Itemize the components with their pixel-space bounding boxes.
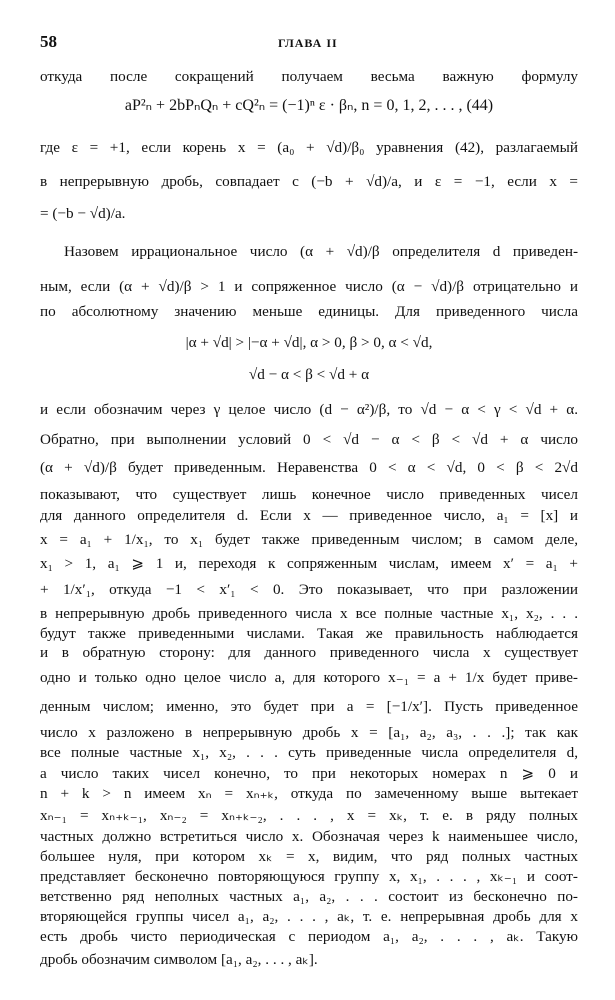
text-line: вторяющейся группы чисел a₁, a₂, . . . , aₖ, т. е. непрерывная дробь для x: [40, 908, 578, 925]
text-line: n + k > n имеем xₙ = xₙ₊ₖ, откуда по замеченному выше вытекает: [40, 785, 578, 802]
text-line: xₙ₋₁ = xₙ₊ₖ₋₁, xₙ₋₂ = xₙ₊ₖ₋₂, . . . , x = xₖ, т. е. в ряду полных: [40, 807, 578, 824]
formula-inequalities: |α + √d| > |−α + √d|, α > 0, β > 0, α < √d,: [185, 334, 433, 351]
text-line: денным числом; именно, это будет при a = [−1/x′]. Пусть приведенное: [40, 698, 578, 715]
text-line: и если обозначим через γ целое число (d − α²)/β, то √d − α < γ < √d + α.: [40, 401, 578, 418]
formula-beta-bounds: √d − α < β < √d + α: [248, 366, 370, 383]
text-line: представляет бесконечно повторяющуюся группу x, x₁, . . . , xₖ₋₁ и соот-: [40, 868, 578, 885]
text-line: откуда после сокращений получаем весьма важную формулу: [40, 68, 578, 85]
text-line: частных должно встретиться число x. Обозначая через k наименьшее число,: [40, 828, 578, 845]
formula-44: aP²ₙ + 2bPₙQₙ + cQ²ₙ = (−1)ⁿ ε · βₙ, n = 0, 1, 2, . . . , (44): [124, 97, 494, 114]
text-line: число x разложено в непрерывную дробь x = [a₁, a₂, a₃, . . .]; так как: [40, 724, 578, 741]
text-line: будут также приведенными числами. Такая же правильность наблюдается: [40, 625, 578, 642]
running-head: ГЛАВА II: [278, 36, 338, 50]
text-line: ным, если (α + √d)/β > 1 и сопряженное число (α − √d)/β отрицательно и: [40, 278, 578, 295]
text-line: есть дробь чисто периодическая с периодом a₁, a₂, . . . , aₖ. Такую: [40, 928, 578, 945]
text-line: для данного определителя d. Если x — приведенное число, a₁ = [x] и: [40, 507, 578, 524]
page-number: 58: [40, 32, 57, 51]
text-line: x = a₁ + 1/x₁, то x₁ будет также приведенным числом; в самом деле,: [40, 531, 578, 548]
text-line: большее нуля, при котором xₖ = x, видим, что ряд полных частных: [40, 848, 578, 865]
text-line: в непрерывную дробь приведенного числа x все полные частные x₁, x₂, . . .: [40, 605, 578, 622]
text-line: все полные частные x₁, x₂, . . . суть приведенные числа определителя d,: [40, 744, 578, 761]
paragraph-start: Назовем иррациональное число (α + √d)/β определителя d приведен-: [64, 243, 578, 260]
text-line: а число таких чисел конечно, то при некоторых номерах n ⩾ 0 и: [40, 765, 578, 782]
text-line: по абсолютному значению меньше единицы. Для приведенного числа: [40, 303, 578, 320]
text-line: одно и только одно целое число a, для которого x₋₁ = a + 1/x будет приве-: [40, 669, 578, 686]
text-line: в непрерывную дробь, совпадает с (−b + √d)/a, и ε = −1, если x =: [40, 173, 578, 190]
text-line: x₁ > 1, a₁ ⩾ 1 и, переходя к сопряженным числам, имеем x′ = a₁ +: [40, 555, 578, 572]
text-line: и в обратную сторону: для данного приведенного числа x существует: [40, 644, 578, 661]
text-line: = (−b − √d)/a.: [40, 205, 126, 222]
text-line: (α + √d)/β будет приведенным. Неравенства 0 < α < √d, 0 < β < 2√d: [40, 459, 578, 476]
text-line: Обратно, при выполнении условий 0 < √d − α < β < √d + α число: [40, 431, 578, 448]
text-line: дробь обозначим символом [a₁, a₂, . . . , aₖ].: [40, 951, 318, 968]
text-line: + 1/x′₁, откуда −1 < x′₁ < 0. Это показывает, что при разложении: [40, 581, 578, 598]
text-line: где ε = +1, если корень x = (a₀ + √d)/β₀ уравнения (42), разлагаемый: [40, 139, 578, 156]
text-line: показывают, что существует лишь конечное число приведенных чисел: [40, 486, 578, 503]
text-line: ветственно ряд неполных частных a₁, a₂, . . . состоит из бесконечно по-: [40, 888, 578, 905]
